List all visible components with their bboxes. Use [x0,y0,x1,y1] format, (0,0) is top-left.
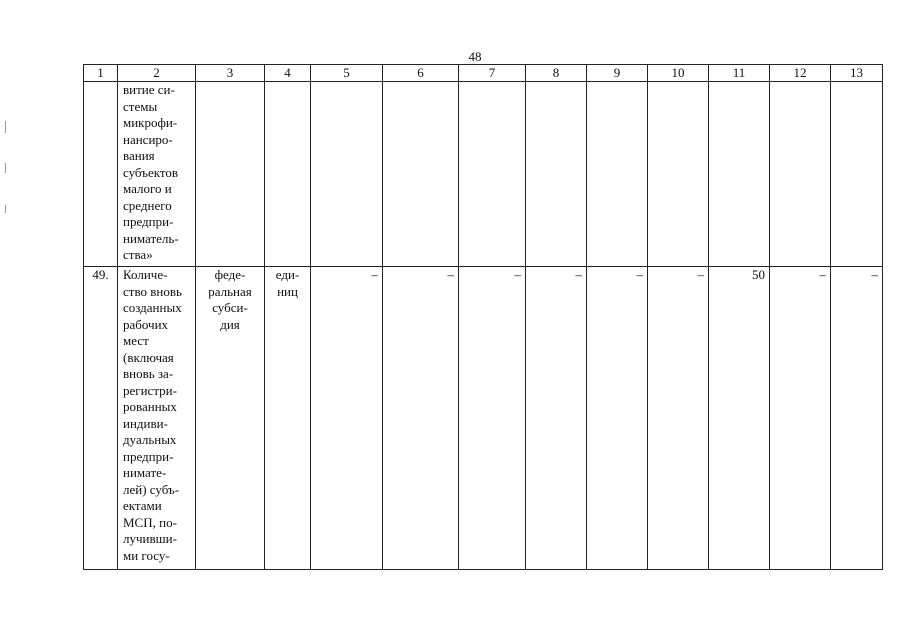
value-cell: – [770,267,831,570]
header-cell: 6 [383,65,459,82]
header-cell: 11 [709,65,770,82]
header-cell: 12 [770,65,831,82]
value-cell [587,82,648,267]
value-cell: – [648,267,709,570]
table-row [84,82,883,267]
header-cell: 1 [84,65,118,82]
value-cell [383,82,459,267]
value-cell: – [383,267,459,570]
value-cell [648,82,709,267]
margin-mark [5,121,6,133]
margin-mark [5,163,6,173]
row-number-cell: 49. [84,267,118,570]
page-number: 48 [468,49,482,64]
header-cell: 3 [196,65,265,82]
header-row [84,65,883,82]
unit-cell [265,82,311,267]
header-cell: 9 [587,65,648,82]
indicator-name-cell: Количе- ство вновь созданных рабочих мест (включая вновь за- регистри- рованных индиви- дуальных предпри- нимате- лей) субъ- ектами МСП, по- лучивши- ми госу- [118,267,196,570]
value-cell: – [459,267,526,570]
value-cell: 50 [709,267,770,570]
value-cell: – [311,267,383,570]
indicator-name-cell: витие си- стемы микрофи- нансиро- вания субъектов малого и среднего предпри- ниматель- ства» [118,82,196,267]
header-cell: 2 [118,65,196,82]
header-cell: 4 [265,65,311,82]
value-cell [770,82,831,267]
value-cell: – [831,267,883,570]
row-number-cell [84,82,118,267]
table-row [84,267,883,570]
data-table [83,64,883,570]
source-cell: феде- ральная субси- дия [196,267,265,570]
unit-cell: еди- ниц [265,267,311,570]
margin-mark [5,205,6,213]
header-cell: 8 [526,65,587,82]
value-cell [311,82,383,267]
value-cell [709,82,770,267]
header-cell: 10 [648,65,709,82]
header-cell: 5 [311,65,383,82]
header-cell: 7 [459,65,526,82]
value-cell: – [587,267,648,570]
value-cell: – [526,267,587,570]
value-cell [459,82,526,267]
value-cell [526,82,587,267]
source-cell [196,82,265,267]
value-cell [831,82,883,267]
header-cell: 13 [831,65,883,82]
